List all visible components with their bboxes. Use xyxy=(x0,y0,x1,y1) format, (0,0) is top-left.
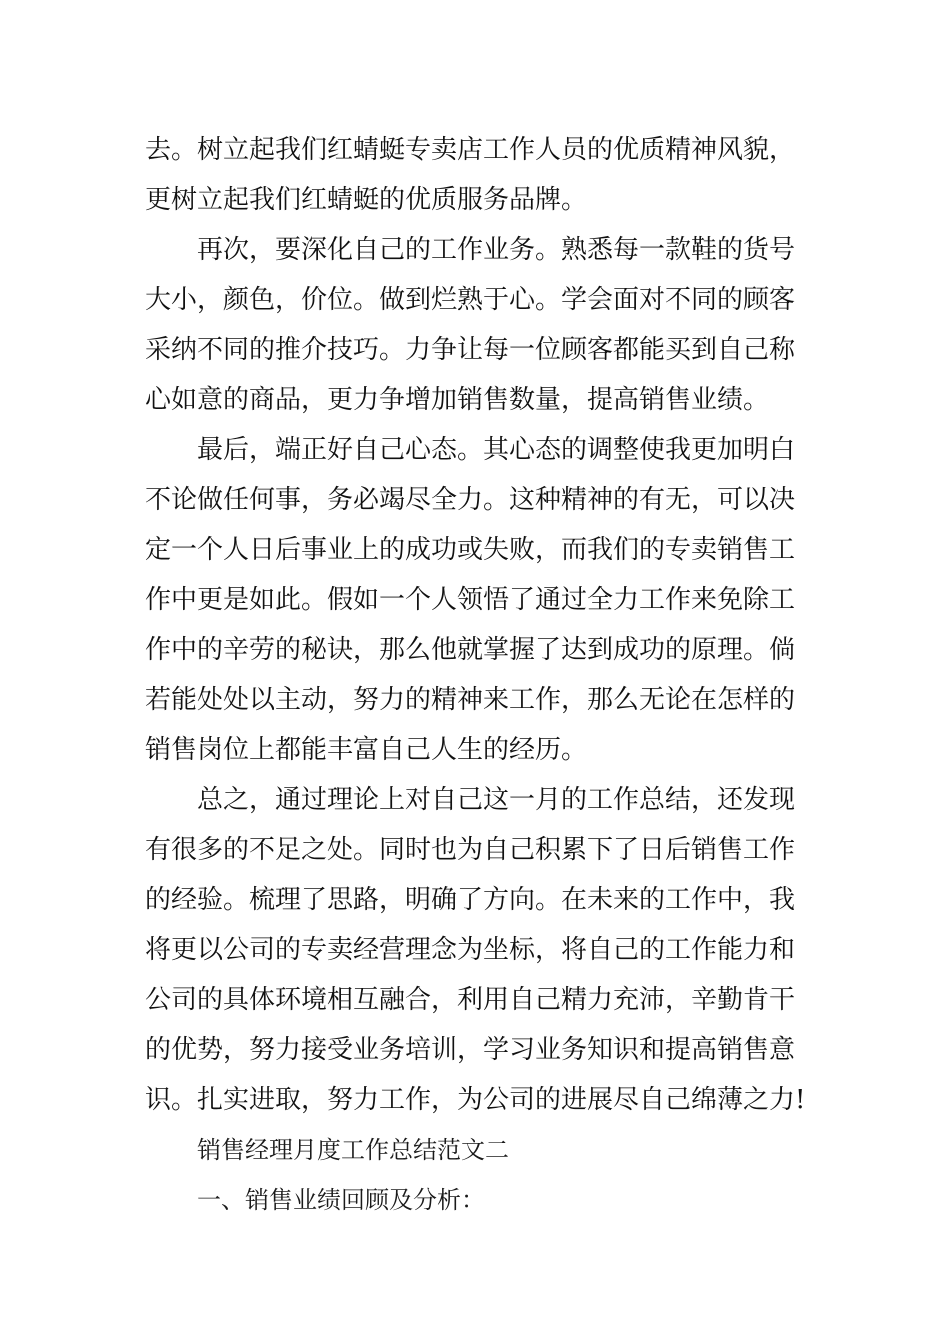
text-line: 不论做任何事，务必竭尽全力。这种精神的有无，可以决 xyxy=(145,485,796,515)
text-line: 更树立起我们红蜻蜓的优质服务品牌。 xyxy=(145,185,588,215)
text-line: 定一个人日后事业上的成功或失败，而我们的专卖销售工 xyxy=(145,535,796,565)
text-line: 去。树立起我们红蜻蜓专卖店工作人员的优质精神风貌， xyxy=(145,135,796,165)
text-line: 作中的辛劳的秘诀，那么他就掌握了达到成功的原理。倘 xyxy=(145,635,796,665)
section-title: 销售经理月度工作总结范文二 xyxy=(197,1136,509,1164)
text-line: 识。扎实进取，努力工作，为公司的进展尽自己绵薄之力! xyxy=(145,1085,806,1115)
text-line: 心如意的商品，更力争增加销售数量，提高销售业绩。 xyxy=(145,385,770,415)
subsection-title: 一、销售业绩回顾及分析： xyxy=(197,1186,485,1214)
paragraph-start-line: 再次，要深化自己的工作业务。熟悉每一款鞋的货号 xyxy=(197,235,796,265)
paragraph-start-line: 总之，通过理论上对自己这一月的工作总结，还发现 xyxy=(197,785,796,815)
text-line: 销售岗位上都能丰富自己人生的经历。 xyxy=(145,735,588,765)
text-line: 的优势，努力接受业务培训，学习业务知识和提高销售意 xyxy=(145,1035,796,1065)
text-line: 采纳不同的推介技巧。力争让每一位顾客都能买到自己称 xyxy=(145,335,796,365)
paragraph-start-line: 最后，端正好自己心态。其心态的调整使我更加明白 xyxy=(197,435,796,465)
text-line: 大小，颜色，价位。做到烂熟于心。学会面对不同的顾客 xyxy=(145,285,796,315)
text-line: 有很多的不足之处。同时也为自己积累下了日后销售工作 xyxy=(145,835,796,865)
text-line: 作中更是如此。假如一个人领悟了通过全力工作来免除工 xyxy=(145,585,796,615)
text-line: 将更以公司的专卖经营理念为坐标，将自己的工作能力和 xyxy=(145,935,796,965)
text-line: 的经验。梳理了思路，明确了方向。在未来的工作中，我 xyxy=(145,885,796,915)
text-line: 公司的具体环境相互融合，利用自己精力充沛，辛勤肯干 xyxy=(145,985,796,1015)
text-line: 若能处处以主动，努力的精神来工作，那么无论在怎样的 xyxy=(145,685,796,715)
